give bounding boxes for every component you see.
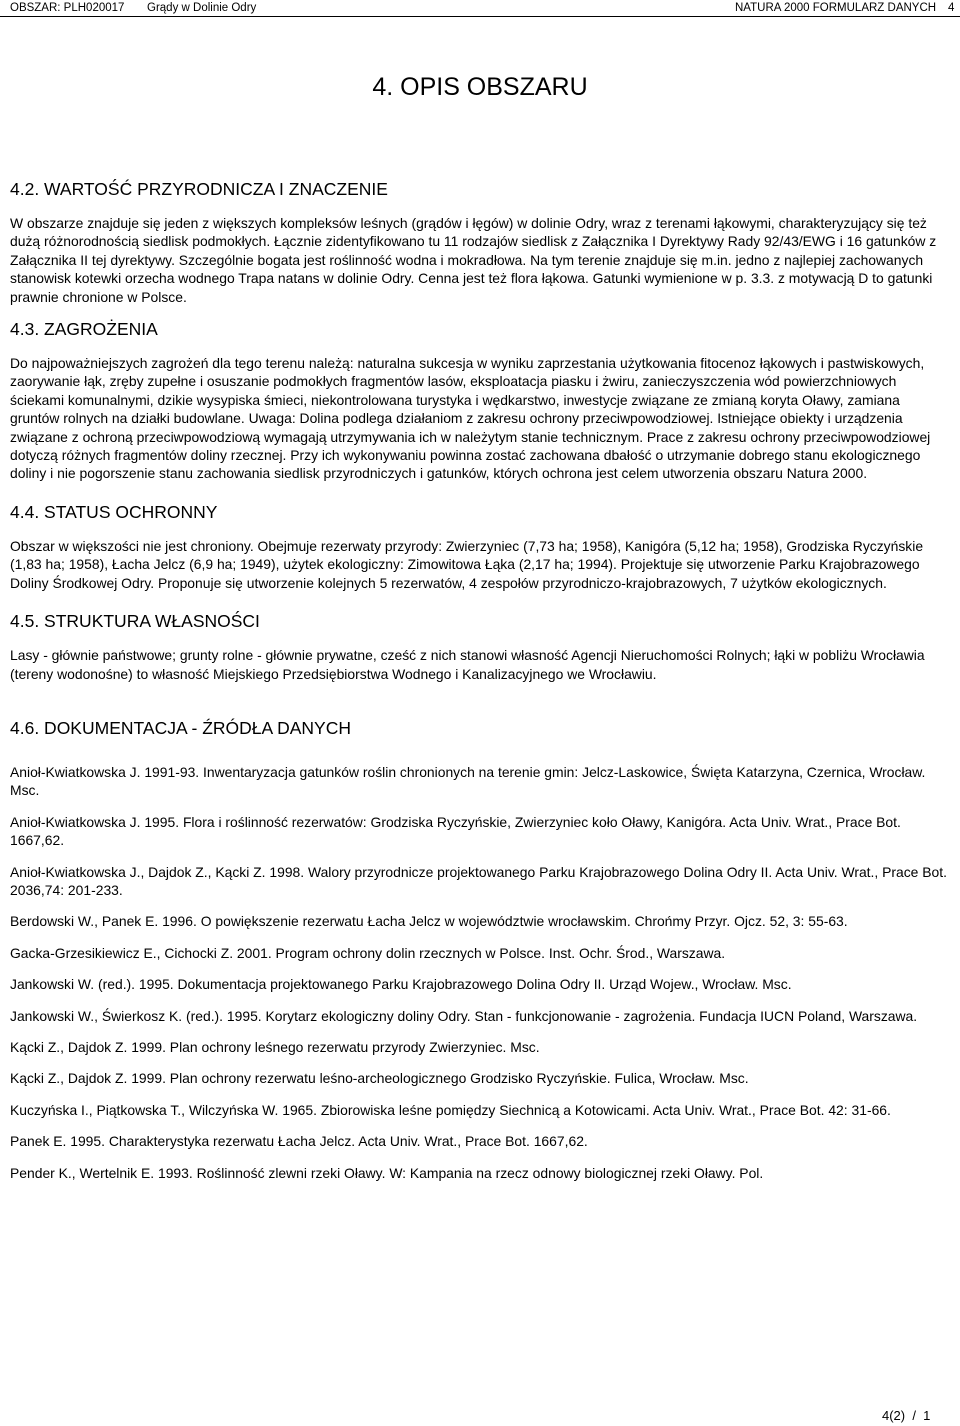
section-title-nature-value: 4.2. WARTOŚĆ PRZYRODNICZA I ZNACZENIE — [10, 179, 388, 199]
section-text-nature-value: W obszarze znajduje się jeden z większych kompleksów leśnych (grądów i łęgów) w dolinie Odry, wraz z terenami łąkowymi, charakteryzujący się też dużą różnorodnością siedlisk podmokłych. Łącznie zidentyfikowano tu 11 rodzajów siedlisk z Załącznika I Dyrektywy Rady 92/43/EWG i 16 gatunków z Załącznika II tej dyrektywy. Szczególnie bogata jest roślinność wodna i mokradłowa. Na tym terenie znajduje się m.in. jedno z najlepiej zachowanych stanowisk kotewki orzecha wodnego Trapa natans w dolinie Odry. Cenna jest też flora łąkowa. Gatunki wymienione w p. 3.3. z motywacją D to gatunki prawnie chronione w Polsce. — [10, 215, 937, 305]
reference-item: Kuczyńska I., Piątkowska T., Wilczyńska W. 1965. Zbiorowiska leśne pomiędzy Siechnicą a Kotowicami. Acta Univ. Wrat., Prace Bot. 42: 31-66. — [10, 1101, 891, 1118]
section-text-ownership: Lasy - głównie państwowe; grunty rolne - głównie prywatne, cześć z nich stanowi własność Agencji Nieruchomości Rolnych; łąki w pobliżu Wrocławia (tereny wodonośne) to własność Miejskiego Przedsiębiorstwa Wodnego i Kanalizacyjnego we Wrocławiu. — [10, 647, 925, 682]
section-text-threats: Do najpoważniejszych zagrożeń dla tego terenu należą: naturalna sukcesja w wyniku zaprzestania użytkowania fitocenoz łąkowych i pastwiskowych, zaorywanie łąk, zręby zupełne i osuszanie podmokłych fragmentów lasów, eksploatacja piasku i żwiru, zanieczyszczenia wód powierzchniowych ściekami komunalnymi, dzikie wysypiska śmieci, niekontrolowana turystyka i wędkarstwo, inwestycje związane ze zmianą koryta Oławy, zamiana gruntów rolnych na działki budowlane. Uwaga: Dolina podlega działaniom z zakresu ochrony przeciwpowodziowej. Istniejące obiekty i urządzenia związane z ochroną przeciwpowodziową wymagają utrzymywania ich w należytym stanie technicznym. Prace z zakresu ochrony przeciwpowodziowej dotyczą różnych fragmentów doliny rzecznej. Przy ich wykonywaniu powinna zostać zachowana dbałość o utrzymanie dobrego stanu ekologicznego doliny i nie pogorszenie stanu zachowania siedlisk przyrodniczych i gatunków, których ochrona jest celem utworzenia obszaru Natura 2000. — [10, 355, 931, 482]
reference-item: Gacka-Grzesikiewicz E., Cichocki Z. 2001. Program ochrony dolin rzecznych w Polsce. Inst. Ochr. Środ., Warszawa. — [10, 944, 726, 961]
header-page-number: 4 — [948, 2, 955, 14]
reference-item: Anioł-Kwiatkowska J. 1995. Flora i roślinność rezerwatów: Grodziska Ryczyńskie, Zwierzyniec koło Oławy, Kanigóra. Acta Univ. Wrat., Prace Bot. 1667,62. — [10, 813, 901, 849]
reference-item: Anioł-Kwiatkowska J. 1991-93. Inwentaryzacja gatunków roślin chronionych na terenie gmin: Jelcz-Laskowice, Święta Katarzyna, Czernica, Wrocław. Msc. — [10, 763, 926, 799]
form-name: NATURA 2000 FORMULARZ DANYCH — [735, 2, 937, 14]
reference-list — [10, 763, 952, 1182]
section-title-ownership: 4.5. STRUKTURA WŁASNOŚCI — [10, 611, 260, 632]
section-title-protection-status: 4.4. STATUS OCHRONNY — [10, 501, 218, 522]
reference-item: Panek E. 1995. Charakterystyka rezerwatu Łacha Jelcz. Acta Univ. Wrat., Prace Bot. 1667,62. — [10, 1133, 588, 1150]
site-code: OBSZAR: PLH020017 — [10, 2, 125, 14]
section-title-threats: 4.3. ZAGROŻENIA — [10, 319, 158, 340]
section-title-documentation: 4.6. DOKUMENTACJA - ŹRÓDŁA DANYCH — [10, 717, 351, 738]
document-body — [10, 176, 952, 1198]
footer-page-indicator: 4(2) / 1 — [882, 1408, 931, 1423]
page-title: 4. OPIS OBSZARU — [372, 73, 588, 101]
header-divider — [0, 16, 960, 17]
section-text-protection-status: Obszar w większości nie jest chroniony. Obejmuje rezerwaty przyrody: Zwierzyniec (7,73 ha; 1958), Kanigóra (5,12 ha; 1958), Grodziska Ryczyńskie (1,83 ha; 1958), Łacha Jelcz (6,9 ha; 1949), użytek ekologiczny: Zimowitowa Łąka (2,17 ha; 1994). Projektuje się utworzenie Parku Krajobrazowego Doliny Środkowej Odry. Proponuje się utworzenie kolejnych 5 rezerwatów, 4 zespołów przyrodniczo-krajobrazowych, 7 użytków ekologicznych. — [10, 537, 924, 591]
reference-item: Kącki Z., Dajdok Z. 1999. Plan ochrony rezerwatu leśno-archeologicznego Grodzisko Ryczyńskie. Fulica, Wrocław. Msc. — [10, 1070, 749, 1087]
reference-item: Pender K., Wertelnik E. 1993. Roślinność zlewni rzeki Oławy. W: Kampania na rzecz odnowy biologicznej rzeki Oławy. Pol. — [10, 1164, 764, 1181]
reference-item: Berdowski W., Panek E. 1996. O powiększenie rezerwatu Łacha Jelcz w województwie wrocławskim. Chrońmy Przyr. Ojcz. 52, 3: 55-63. — [10, 913, 848, 930]
reference-item: Anioł-Kwiatkowska J., Dajdok Z., Kącki Z. 1998. Walory przyrodnicze projektowanego Parku Krajobrazowego Dolina Odry II. Acta Univ. Wrat., Prace Bot. 2036,74: 201-233. — [10, 863, 947, 898]
reference-item: Kącki Z., Dajdok Z. 1999. Plan ochrony leśnego rezerwatu przyrody Zwierzyniec. Msc. — [10, 1038, 540, 1055]
site-name: Grądy w Dolinie Odry — [147, 2, 257, 14]
reference-item: Jankowski W., Świerkosz K. (red.). 1995. Korytarz ekologiczny doliny Odry. Stan - funkcjonowanie - zagrożenia. Fundacja IUCN Poland, Warszawa. — [10, 1007, 918, 1024]
reference-item: Jankowski W. (red.). 1995. Dokumentacja projektowanego Parku Krajobrazowego Dolina Odry II. Urząd Wojew., Wrocław. Msc. — [10, 976, 792, 993]
page-header — [0, 0, 960, 16]
